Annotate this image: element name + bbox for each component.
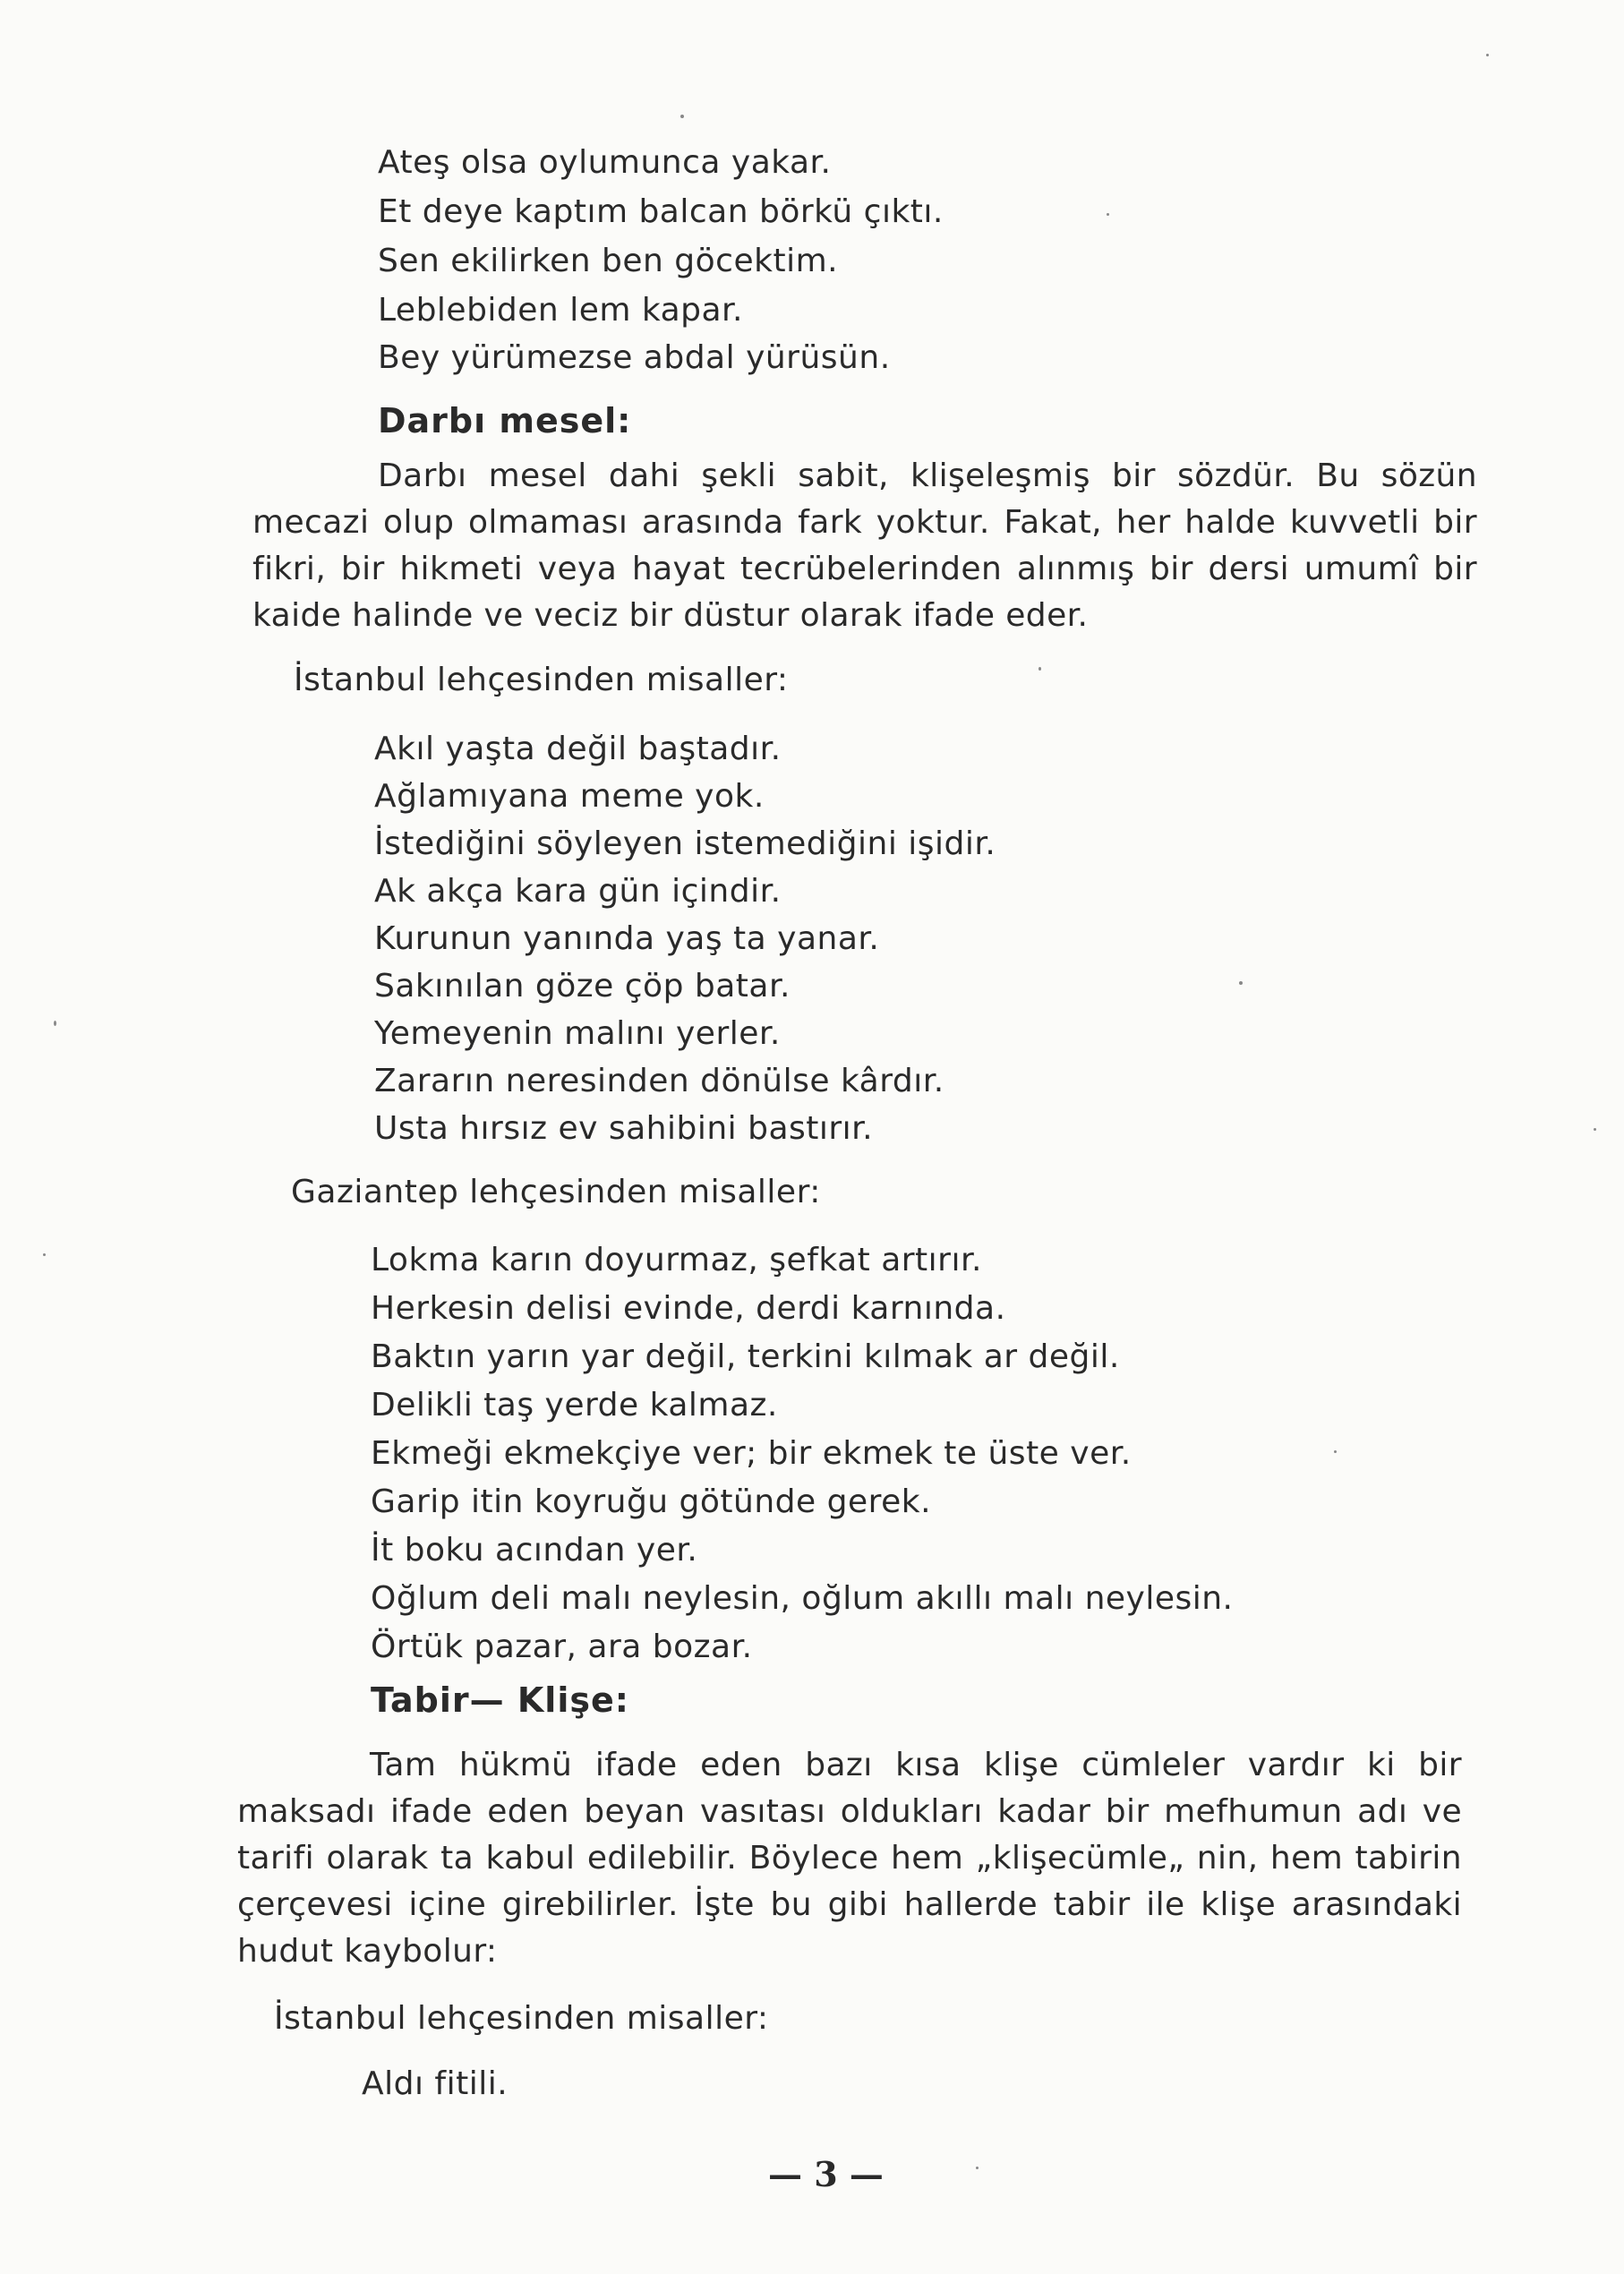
istanbul-example: Ağlamıyana meme yok. [374,778,765,815]
scan-speck [1334,1450,1337,1453]
paragraph-text: Tam hükmü ifade eden bazı kısa klişe cümleler vardır ki bir maksadı ifade eden beyan vasıtası oldukları kadar bir mefhumun adı ve tarifi olarak ta kabul edilebilir. Böylece hem „klişecümle„ nin, hem tabirin çerçevesi içine girebilirler. İşte bu gibi hallerde tabir ile klişe arasındaki hudut kaybolur: [237,1747,1462,1970]
istanbul-examples-label: İstanbul lehçesinden misaller: [294,662,789,698]
gaziantep-example: Ekmeği ekmekçiye ver; bir ekmek te üste ver. [371,1435,1132,1472]
proverb-line: Et deye kaptım balcan börkü çıktı. [378,193,944,230]
proverb-line: Leblebiden lem kapar. [378,292,743,329]
scan-speck [1107,213,1109,216]
istanbul-example: Yemeyenin malını yerler. [374,1015,781,1052]
scan-speck [1594,1128,1596,1131]
scan-speck [680,115,684,118]
gaziantep-example: Oğlum deli malı neylesin, oğlum akıllı malı neylesin. [371,1580,1234,1617]
gaziantep-example: Garip itin koyruğu götünde gerek. [371,1483,932,1520]
scan-speck [1239,981,1243,985]
paragraph-darbi-mesel [252,453,1477,639]
scan-speck [1039,667,1041,671]
istanbul-example: Ak akça kara gün içindir. [374,873,782,910]
proverb-line: Sen ekilirken ben göcektim. [378,243,839,279]
istanbul-example: Aldı fitili. [362,2065,509,2102]
scan-speck [54,1021,56,1026]
gaziantep-example: Lokma karın doyurmaz, şefkat artırır. [371,1242,982,1278]
gaziantep-example: Örtük pazar, ara bozar. [371,1629,753,1665]
istanbul-examples-label-2: İstanbul lehçesinden misaller: [274,2000,769,2037]
proverb-line: Bey yürümezse abdal yürüsün. [378,339,891,376]
scan-speck [43,1253,46,1256]
istanbul-example: Kurunun yanında yaş ta yanar. [374,920,880,957]
gaziantep-example: İt boku acından yer. [371,1532,698,1569]
istanbul-example: Sakınılan göze çöp batar. [374,968,791,1004]
section-heading-darbi-mesel: Darbı mesel: [378,401,632,440]
istanbul-example: İstediğini söyleyen istemediğini işidir. [374,825,996,862]
gaziantep-example: Delikli taş yerde kalmaz. [371,1387,778,1423]
istanbul-example: Zararın neresinden dönülse kârdır. [374,1063,944,1099]
proverb-line: Ateş olsa oylumunca yakar. [378,144,832,181]
page-number: — 3 — [768,2154,884,2194]
istanbul-example: Usta hırsız ev sahibini bastırır. [374,1110,874,1147]
gaziantep-example: Baktın yarın yar değil, terkini kılmak ar değil. [371,1338,1120,1375]
paragraph-tabir-klise [237,1742,1462,1975]
scan-speck [976,2167,979,2169]
section-heading-tabir-klise: Tabir— Klişe: [371,1680,629,1720]
paragraph-text: Darbı mesel dahi şekli sabit, klişeleşmiş bir sözdür. Bu sözün mecazi olup olmaması arasında fark yoktur. Fakat, her halde kuvvetli bir fikri, bir hikmeti veya hayat tecrübelerinden alınmış bir dersi umumî bir kaide halinde ve veciz bir düstur olarak ifade eder. [252,457,1477,634]
gaziantep-example: Herkesin delisi evinde, derdi karnında. [371,1290,1006,1327]
istanbul-example: Akıl yaşta değil baştadır. [374,731,782,767]
scan-speck [1486,54,1489,56]
gaziantep-examples-label: Gaziantep lehçesinden misaller: [291,1174,821,1210]
